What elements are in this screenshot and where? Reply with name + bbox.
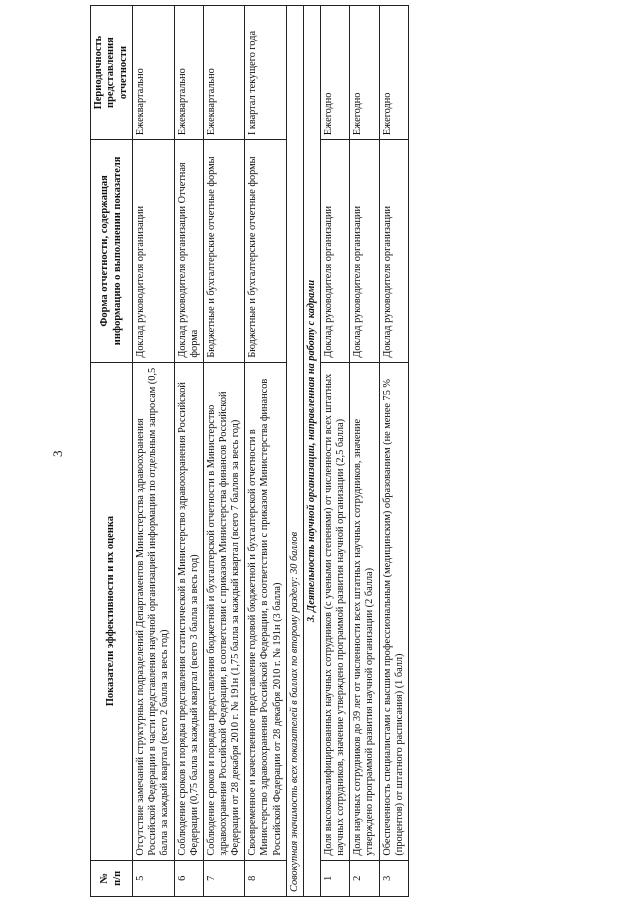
row-form: Бюджетные и бухгалтерские отчетные формы (203, 140, 244, 362)
row-form: Доклад руководителя организации (320, 140, 349, 362)
row-period: Ежегодно (379, 6, 408, 140)
row-num: 3 (379, 860, 408, 896)
row-indicator: Доля научных сотрудников до 39 лет от численности всех штатных научных сотрудников, значение утверждено программой развития научной организации (2 балла) (350, 362, 379, 860)
table-row (174, 6, 203, 897)
row-num: 5 (133, 860, 174, 896)
header-period: Периодичность представления отчетности (91, 6, 133, 140)
row-indicator: Обеспеченность специалистами с высшим профессиональным (медицинским) образованием (не менее 75 % (процентов) от штатного расписания) (1 балл) (379, 362, 408, 860)
total-text: Совокупная значимость всех показателей в баллах по второму разделу: 30 баллов (286, 6, 303, 897)
header-form: Форма отчетности, содержащая информацию о выполнении показателя (91, 140, 133, 362)
table-header-row (91, 6, 133, 897)
row-indicator: Отсутствие замечаний структурных подразделений Департаментов Министерства здравоохранения Российской Федерации в части представления научной организацией информации по отдельным запросам (0,5 балла за каждый квартал (всего 2 балла за весь год) (133, 362, 174, 860)
table-row (245, 6, 286, 897)
section-title: 3. Деятельность научной организации, направленная на работу с кадрами (303, 6, 320, 897)
row-form: Доклад руководителя организации Отчетная форма (174, 140, 203, 362)
row-form: Доклад руководителя организации (350, 140, 379, 362)
row-num: 6 (174, 860, 203, 896)
table-row (320, 6, 349, 897)
row-period: Ежеквартально (174, 6, 203, 140)
indicators-table (90, 5, 409, 897)
row-form: Бюджетные и бухгалтерские отчетные формы (245, 140, 286, 362)
row-indicator: Соблюдение сроков и порядка представления бюджетной и бухгалтерской отчетности в Министерство здравоохранения Российской Федерации, в соответствии с приказом Министерства финансов Российской Федерации от 28 декабря 2010 г. № 191н (1,75 балла за каждый квартал (всего 7 баллов за весь год) (203, 362, 244, 860)
row-period: Ежегодно (320, 6, 349, 140)
row-indicator: Своевременное и качественное представление годовой бюджетной и бухгалтерской отчетности в Министерство здравоохранения Российской Федерации, в соответствии с приказом Министерства финансов Российской Федерации от 28 декабря 2010 г. № 191н (3 балла) (245, 362, 286, 860)
row-num: 8 (245, 860, 286, 896)
row-period: Ежегодно (350, 6, 379, 140)
header-indicator: Показатели эффективности и их оценка (91, 362, 133, 860)
total-row (286, 6, 303, 897)
row-num: 2 (350, 860, 379, 896)
header-num: № п/п (91, 860, 133, 896)
row-indicator: Доля высококвалифицированных научных сотрудников (с учеными степенями) от численности всех штатных научных сотрудников, значение утверждено программой развития научной организации (2,5 балла) (320, 362, 349, 860)
table-row (133, 6, 174, 897)
row-indicator: Соблюдение сроков и порядка представления статистической в Министерство здравоохранения Российской Федерации (0,75 балла за каждый квартал (всего 3 балла за весь год) (174, 362, 203, 860)
section-row (303, 6, 320, 897)
row-period: Ежеквартально (203, 6, 244, 140)
row-num: 7 (203, 860, 244, 896)
table-row (379, 6, 408, 897)
row-num: 1 (320, 860, 349, 896)
row-form: Доклад руководителя организации (133, 140, 174, 362)
row-form: Доклад руководителя организации (379, 140, 408, 362)
row-period: Ежеквартально (133, 6, 174, 140)
table-row (350, 6, 379, 897)
table-row (203, 6, 244, 897)
row-period: I квартал текущего года (245, 6, 286, 140)
page-number: 3 (50, 450, 65, 457)
